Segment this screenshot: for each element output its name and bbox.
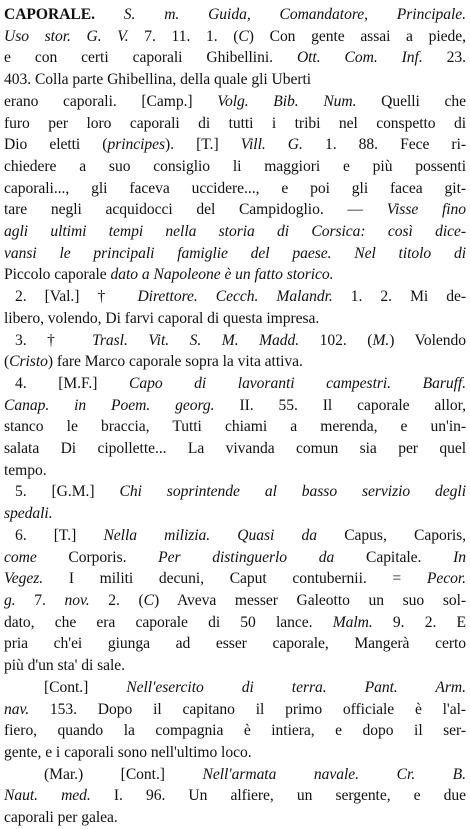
entry-line: [4, 221, 466, 243]
italic-text: Direttore. Cecch. Malandr.: [137, 288, 333, 306]
italic-text: Cristo: [9, 353, 48, 371]
text: Capitale.: [334, 548, 454, 566]
entry-line: [4, 47, 466, 69]
text: Corporis.: [36, 548, 159, 566]
text: più d'un sta' di sale.: [4, 657, 126, 675]
text: [Cont.]: [44, 678, 127, 696]
entry-line: [4, 503, 466, 525]
entry-line: [4, 199, 466, 221]
entry-line: [4, 742, 466, 764]
text: stanco le braccia, Tutti chiami a merenda, e un'in-: [4, 418, 466, 436]
text: 23.: [422, 49, 466, 67]
entry-line: [4, 655, 466, 677]
italic-text: Malm.: [332, 613, 373, 631]
italic-text: Capo di lavoranti campestri. Baruff.: [128, 374, 466, 392]
text: gente, e i caporali sono nell'ultimo loco.: [4, 743, 252, 761]
text: pria ch'ei giunga ad esser caporale, Mangerà certo: [4, 635, 466, 653]
italic-text: In: [453, 548, 466, 566]
text: e con certi caporali Ghibellini.: [4, 49, 297, 67]
italic-text: Ott. Com. Inf.: [296, 49, 423, 67]
entry-line: [4, 178, 466, 200]
entry-line: [4, 69, 466, 91]
entry-line: [4, 699, 466, 721]
text: [95, 6, 124, 23]
entry-line: [4, 373, 466, 395]
text: I. 96. Un alfiere, un sergente, e due: [90, 787, 466, 805]
text: 5. [G.M.]: [15, 483, 120, 501]
text: chiedere a suo consiglio li maggiori e più possenti: [4, 157, 466, 175]
text: caporali..., gli faceva uccidere..., e poi gli facea git-: [4, 179, 466, 197]
text: ). [T.]: [165, 136, 241, 154]
text: Dio eletti (: [4, 136, 108, 154]
text: (Mar.) [Cont.]: [44, 765, 203, 783]
text: libero, volendo, Di farvi caporal di questa impresa.: [4, 309, 320, 327]
text: erano caporali. [Camp.]: [4, 92, 218, 110]
text: ) Volendo: [389, 331, 466, 349]
text: ) fare Marco caporale sopra la vita attiva.: [47, 353, 303, 371]
italic-text: S. m. Guida, Comandatore, Principale.: [123, 6, 466, 23]
italic-text: Canap. in Poem. georg.: [4, 396, 215, 414]
italic-text: dato a Napoleone è un fatto storico.: [110, 266, 334, 284]
text: ) Con gente assai a piede,: [248, 27, 466, 45]
italic-text: Nella milizia. Quasi da: [103, 526, 318, 544]
italic-text: Trasl. Vit. S. M. Madd.: [92, 331, 300, 349]
text: 1. 88. Fece ri-: [302, 136, 466, 154]
italic-text: M.: [372, 331, 390, 349]
entry-line: [4, 395, 466, 417]
italic-text: Visse fino: [386, 201, 467, 219]
entry-line: [4, 134, 466, 156]
entry-line: [4, 330, 466, 352]
text: salata Di cipollette... La vivanda comun sia per quel: [4, 440, 466, 458]
text: 102. (: [299, 331, 373, 349]
italic-text: nav.: [4, 700, 30, 718]
italic-text: Uso stor. G. V.: [4, 27, 129, 45]
text: 1. 2. Mi de-: [332, 288, 466, 306]
italic-text: principes: [107, 136, 166, 154]
entry-line: [4, 481, 466, 503]
headword: CAPORALE.: [4, 6, 95, 23]
entry-line: [4, 590, 466, 612]
text: Capus, Caporis,: [317, 526, 466, 544]
italic-text: g.: [4, 591, 16, 609]
entry-line: [4, 547, 466, 569]
text: 9. 2. E: [372, 613, 467, 631]
text: tempo.: [4, 461, 47, 479]
text: II. 55. Il caporale allor,: [214, 396, 466, 414]
text: 2. (: [89, 591, 144, 609]
entry-line: [4, 243, 466, 265]
italic-text: nov.: [64, 591, 90, 609]
entry-line: [4, 633, 466, 655]
entry-line: [4, 26, 466, 48]
text: ) Aveva messer Galeotto un suo sol-: [154, 591, 467, 609]
entry-line: [4, 612, 466, 634]
italic-text: spedali.: [4, 505, 53, 523]
italic-text: vansi le principali famiglie del paese. Nel titolo di: [4, 244, 466, 262]
text: furo per loro caporali di tutti i tribi nel conspetto di: [4, 114, 466, 132]
italic-text: Naut. med.: [4, 787, 91, 805]
text: Piccolo caporale: [4, 266, 111, 284]
text: 153. Dopo il capitano il primo officiale è l'al-: [29, 700, 466, 718]
italic-text: C: [238, 27, 249, 45]
text: I militi decuni, Caput contubernii. =: [43, 570, 427, 588]
text: (: [4, 353, 10, 371]
italic-text: Chi soprintende al basso servizio degli: [119, 483, 466, 501]
italic-text: Nell'esercito di terra. Pant. Arm.: [126, 678, 466, 696]
entry-line: [4, 264, 466, 286]
italic-text: Vill. G.: [240, 136, 303, 154]
entry-line: [4, 286, 466, 308]
text: 6. [T.]: [15, 526, 104, 544]
italic-text: Nell'armata navale. Cr. B.: [202, 765, 466, 783]
entry-line: [4, 156, 466, 178]
text: tare negli acquidocci del Campidoglio. —: [4, 201, 387, 219]
text: Quelli che: [356, 92, 466, 110]
entry-line: [4, 720, 466, 742]
text: fiero, quando la compagnia è intiera, e dopo il ser-: [4, 722, 466, 740]
text: 403. Colla parte Ghibellina, della quale gli Uberti: [4, 71, 312, 89]
entry-line: [4, 460, 466, 482]
text: 3. †: [15, 331, 93, 349]
text: 2. [Val.] †: [15, 288, 138, 306]
entry-line: [4, 785, 466, 807]
italic-text: Per distinguerlo da: [158, 548, 335, 566]
entry-line: [4, 113, 466, 135]
italic-text: Vegez.: [4, 570, 44, 588]
entry-line: [4, 351, 466, 373]
entry-line: [4, 525, 466, 547]
entry-line: [4, 677, 466, 699]
text: dato, che era caporale di 50 lance.: [4, 613, 333, 631]
italic-text: Pecor.: [426, 570, 466, 588]
text: 7. 11. 1. (: [128, 27, 239, 45]
entry-line: [4, 764, 466, 786]
text: caporali per galea.: [4, 809, 118, 827]
entry-line: [4, 807, 466, 829]
entry-line: [4, 91, 466, 113]
entry-line: [4, 4, 466, 26]
italic-text: agli ultimi tempi nella storia di Corsica: così dice-: [4, 223, 466, 241]
entry-line: [4, 438, 466, 460]
text: 7.: [15, 591, 65, 609]
italic-text: come: [4, 548, 37, 566]
entry-line: [4, 568, 466, 590]
entry-line: [4, 416, 466, 438]
italic-text: Volg. Bib. Num.: [217, 92, 357, 110]
italic-text: C: [143, 591, 155, 609]
text: 4. [M.F.]: [15, 374, 129, 392]
entry-line: [4, 308, 466, 330]
